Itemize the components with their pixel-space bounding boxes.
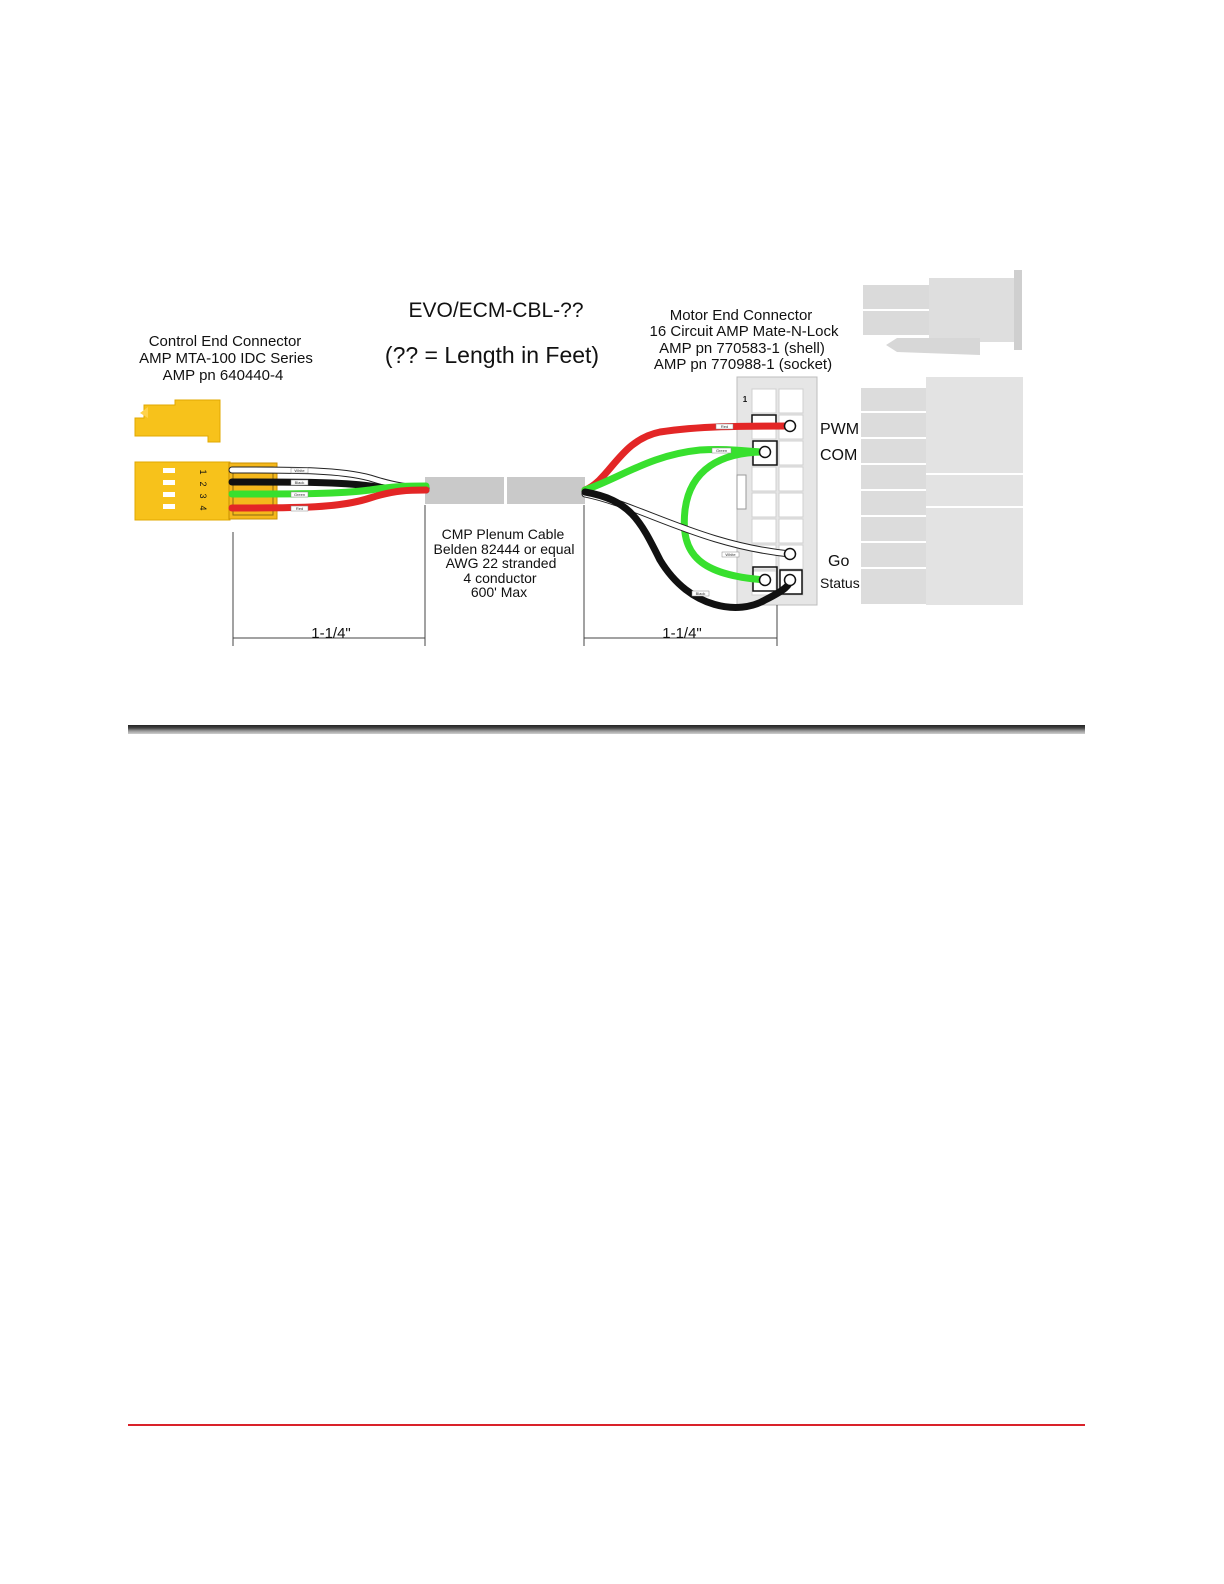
- motor-end-socket-pn: AMP pn 770988-1 (socket): [653, 356, 833, 373]
- cable-part-number: Belden 82444 or equal: [433, 541, 575, 557]
- footer-rule: [128, 1424, 1085, 1426]
- control-pin-number-3: 3: [198, 493, 208, 499]
- control-end-part-number: AMP pn 640440-4: [162, 367, 284, 384]
- wire-tag-red-right: Red: [720, 424, 729, 429]
- signal-label-pwm: PWM: [820, 421, 860, 438]
- section-divider: [128, 725, 1085, 734]
- cable-gauge: AWG 22 stranded: [445, 555, 557, 571]
- control-end-title: Control End Connector: [148, 333, 302, 350]
- wire-tag-black-right: Black: [695, 591, 706, 596]
- wire-tag-green-left: Green: [293, 492, 306, 497]
- control-end-connector-front-view: [135, 462, 230, 520]
- wire-tag-black-left: Black: [294, 480, 305, 485]
- motor-end-title: Motor End Connector: [669, 307, 813, 324]
- motor-end-connector-face: [737, 377, 817, 605]
- control-end-connector-side-view: [135, 400, 220, 442]
- wire-tag-white-left: White: [294, 468, 305, 473]
- wire-tag-white-right: White: [725, 552, 736, 557]
- control-end-series: AMP MTA-100 IDC Series: [139, 350, 313, 367]
- signal-label-status: Status: [820, 575, 860, 591]
- control-pin-number-4: 4: [198, 505, 208, 511]
- motor-pin-one-label: 1: [742, 395, 748, 404]
- cable-max-length: 600' Max: [470, 584, 528, 600]
- wire-tag-red-left: Red: [295, 506, 304, 511]
- signal-label-com: COM: [820, 447, 858, 464]
- motor-end-shell-pn: AMP pn 770583-1 (shell): [659, 340, 825, 357]
- dimension-left-label: 1-1/4": [311, 625, 351, 642]
- cable-conductors: 4 conductor: [463, 570, 537, 586]
- motor-end-label: [650, 307, 839, 373]
- wire-tag-green-right: Green: [715, 448, 728, 453]
- cable-wiring-diagram: [0, 0, 1224, 760]
- dimension-right-label: 1-1/4": [662, 625, 702, 642]
- control-pin-number-2: 2: [198, 481, 208, 487]
- signal-label-go: Go: [828, 553, 850, 570]
- diagram-title: EVO/ECM-CBL-??: [408, 299, 584, 322]
- cable-spec-label: [434, 526, 575, 600]
- cable-type: CMP Plenum Cable: [441, 526, 565, 542]
- control-end-label: [139, 333, 313, 384]
- plenum-cable-jacket: [425, 477, 585, 504]
- motor-end-connector-side-view: [861, 270, 1023, 605]
- diagram-subtitle: (?? = Length in Feet): [384, 342, 600, 368]
- control-pin-number-1: 1: [198, 469, 208, 475]
- motor-end-series: 16 Circuit AMP Mate-N-Lock: [649, 323, 839, 340]
